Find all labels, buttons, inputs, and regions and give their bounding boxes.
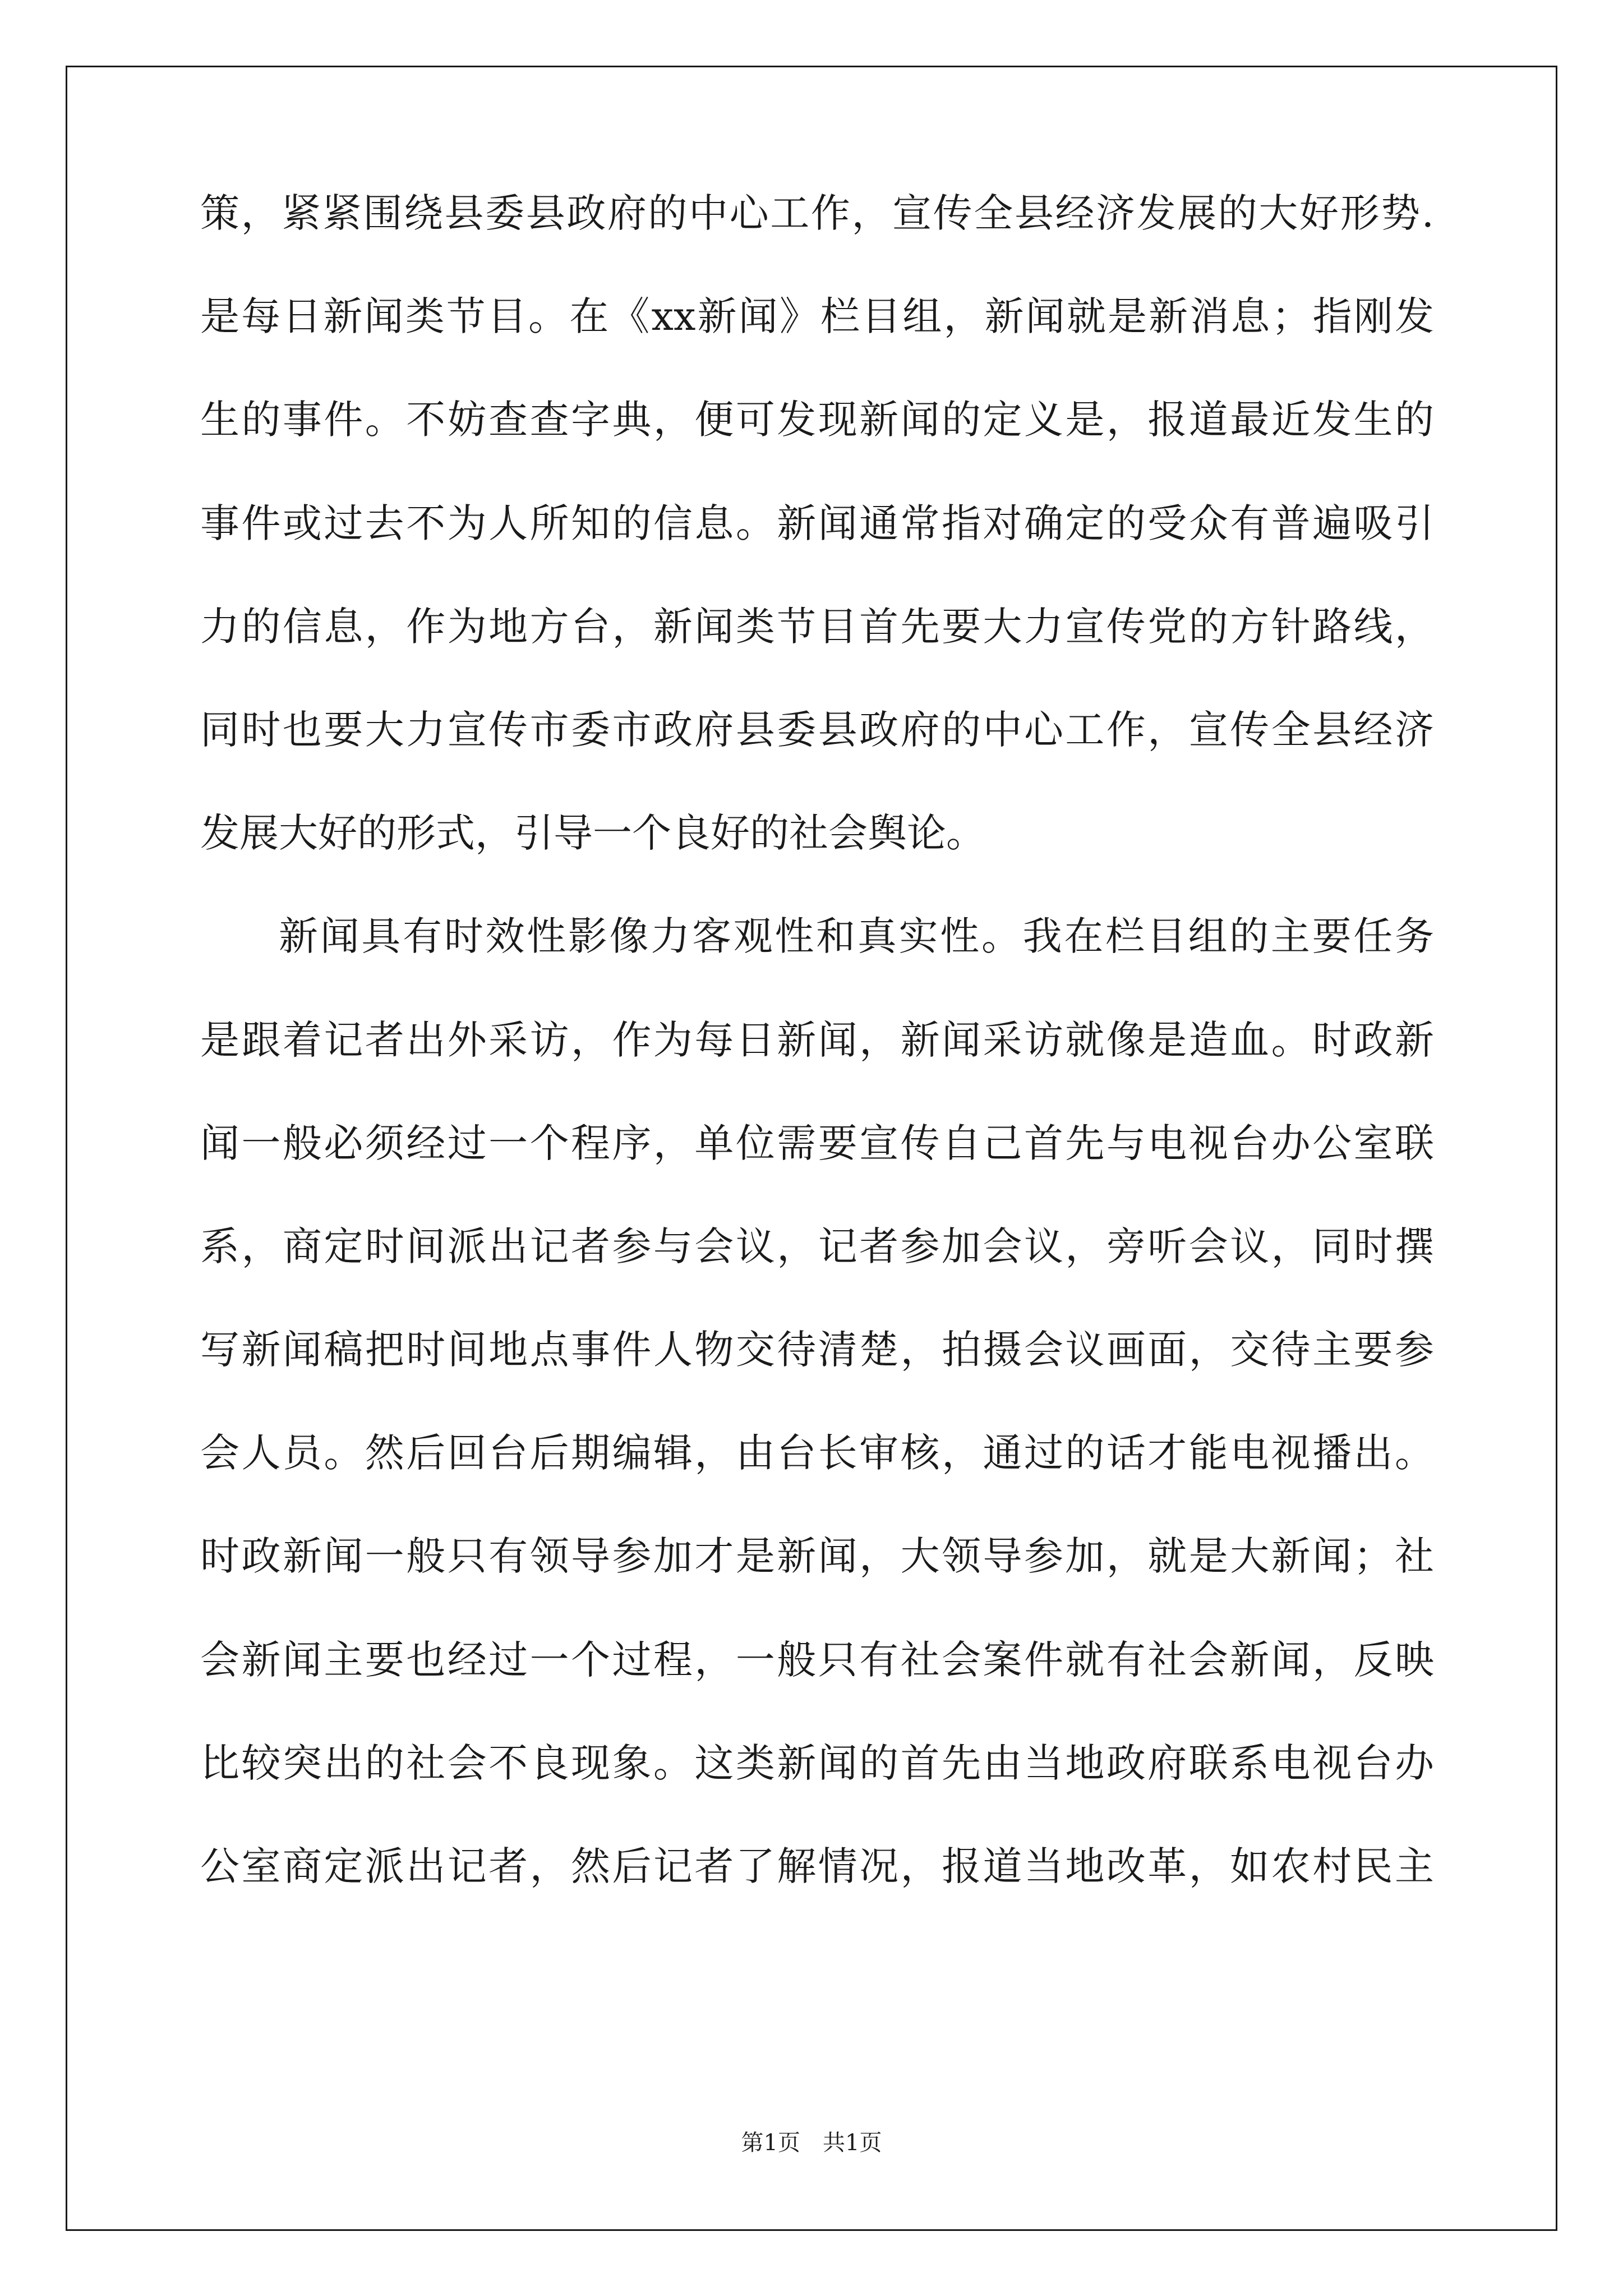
text-line: 策，紧紧围绕县委县政府的中心工作，宣传全县经济发展的大好形势.: [200, 190, 1434, 236]
text-line: 发展大好的形式，引导一个良好的社会舆论。: [200, 810, 985, 857]
text-line: 时政新闻一般只有领导参加才是新闻，大领导参加，就是大新闻；社: [200, 1533, 1434, 1580]
text-line: 系，商定时间派出记者参与会议，记者参加会议，旁听会议，同时撰: [200, 1223, 1434, 1269]
page-number-footer: 第1页 共1页: [741, 2130, 882, 2156]
text-line: 是跟着记者出外采访，作为每日新闻，新闻采访就像是造血。时政新: [200, 1016, 1434, 1063]
text-line: 会新闻主要也经过一个过程，一般只有社会案件就有社会新闻，反映: [200, 1636, 1434, 1683]
text-line: 公室商定派出记者，然后记者了解情况，报道当地改革，如农村民主: [200, 1843, 1434, 1889]
document-body: [200, 190, 1434, 1950]
text-line: 力的信息，作为地方台，新闻类节目首先要大力宣传党的方针路线，: [200, 603, 1434, 650]
text-line: 写新闻稿把时间地点事件人物交待清楚，拍摄会议画面，交待主要参: [200, 1327, 1434, 1373]
text-line: 闻一般必须经过一个程序，单位需要宣传自己首先与电视台办公室联: [200, 1120, 1434, 1166]
text-line: 同时也要大力宣传市委市政府县委县政府的中心工作，宣传全县经济: [200, 706, 1434, 753]
text-line: 比较突出的社会不良现象。这类新闻的首先由当地政府联系电视台办: [200, 1740, 1434, 1786]
text-line: 新闻具有时效性影像力客观性和真实性。我在栏目组的主要任务: [279, 913, 1434, 960]
text-line: 是每日新闻类节目。在《xx新闻》栏目组，新闻就是新消息；指刚发: [200, 293, 1434, 340]
text-line: 生的事件。不妨查查字典，便可发现新闻的定义是，报道最近发生的: [200, 397, 1434, 443]
text-line: 会人员。然后回台后期编辑，由台长审核，通过的话才能电视播出。: [200, 1430, 1434, 1476]
text-line: 事件或过去不为人所知的信息。新闻通常指对确定的受众有普遍吸引: [200, 500, 1434, 546]
